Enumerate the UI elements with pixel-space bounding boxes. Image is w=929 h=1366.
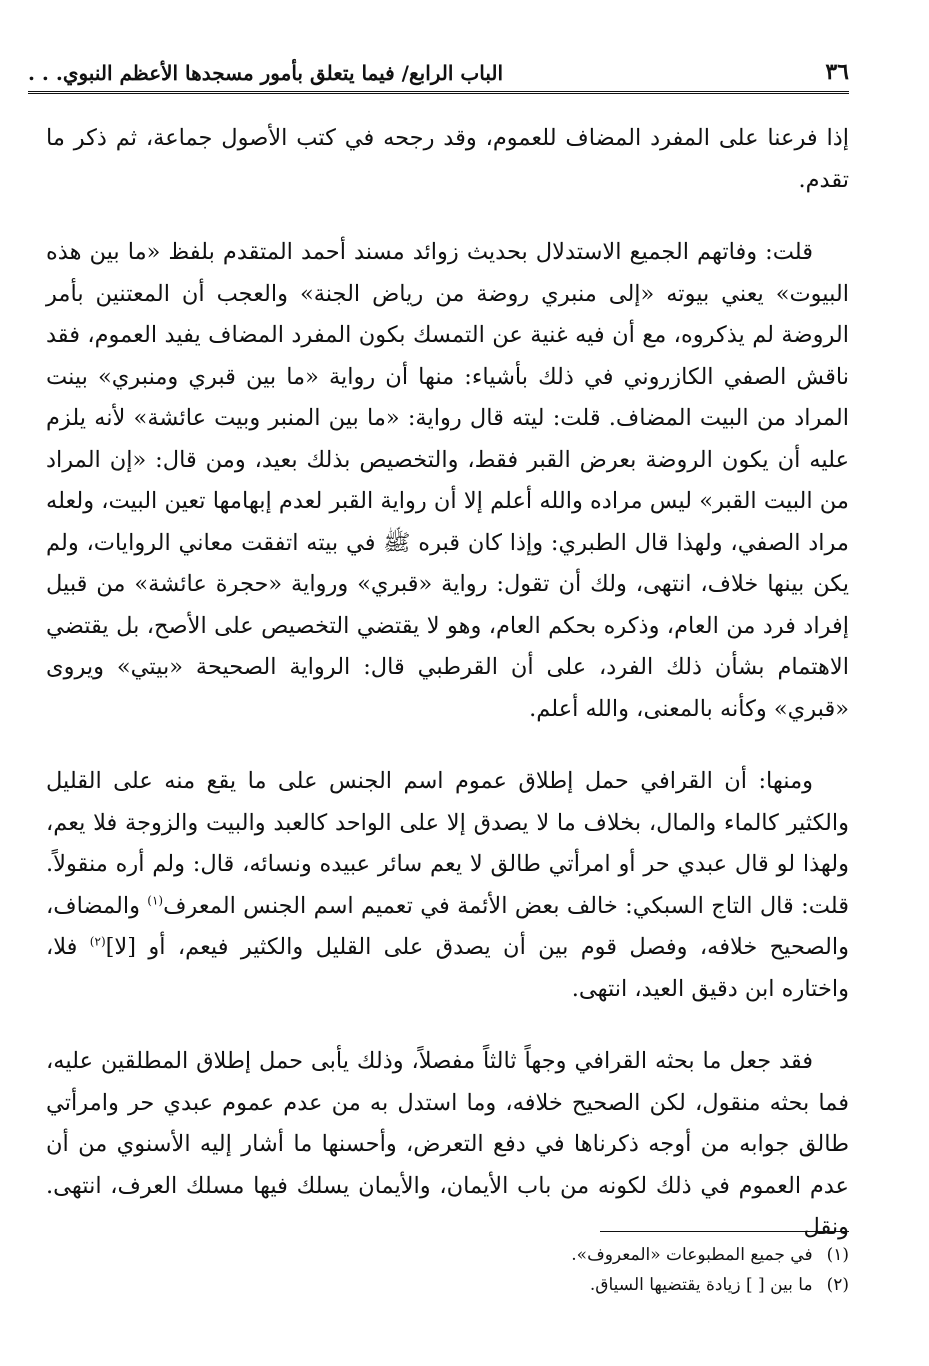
footnote-ref-2[interactable]: (٢): [89, 934, 106, 949]
paragraph-3: [46, 761, 849, 1010]
page-number: ٣٦: [825, 59, 849, 85]
footnote-text: في جميع المطبوعات «المعروف».: [571, 1245, 813, 1265]
paragraph-4: فقد جعل ما بحثه القرافي وجهاً ثالثاً مفصلاً، وذلك يأبى حمل إطلاق المطلقين عليه، فما بحثه منقول، لكن الصحيح خلافه، وما استدل به من عدم عموم عبدي حر وامرأتي طالق جوابه من أوجه ذكرناها في دفع التعرض، وأحسنها ما أشار إليه الأسنوي من أن عدم العموم في ذلك لكونه من باب الأيمان، والأيمان يسلك فيها مسلك العرف، انتهى. ونقل: [46, 1048, 849, 1240]
paragraph-3-part-1: ومنها: أن القرافي حمل إطلاق عموم اسم الجنس على ما يقع منه على القليل والكثير كالماء والمال، بخلاف ما لا يصدق إلا على الواحد كالعبد والبيت والزوجة فلا يعم، ولهذا لو قال عبدي حر أو امرأتي طالق لا يعم سائر عبيده ونسائه، قال: ولم أره منقولاً. قلت: قال التاج السبكي: خالف بعض الأئمة في تعميم اسم الجنس المعرف: [46, 768, 849, 919]
footnote-number: (١): [826, 1245, 849, 1265]
paragraph-2: قلت: وفاتهم الجميع الاستدلال بحديث زوائد مسند أحمد المتقدم بلفظ «ما بين هذه البيوت» يعني بيوته «إلى منبري روضة من رياض الجنة» والعجب أن المعتنين بأمر الروضة لم يذكروه، مع أن فيه غنية عن التمسك بكون المفرد المضاف يفيد العموم، فقد ناقش الصفي الكازروني في ذلك بأشياء: منها أن رواية «ما بين قبري ومنبري» بينت المراد من البيت المضاف. قلت: ليته قال رواية: «ما بين المنبر وبيت عائشة» لأنه يلزم عليه أن يكون الروضة بعرض القبر فقط، والتخصيص بذلك بعيد، ومن قال: «إن المراد من البيت القبر» ليس مراده والله أعلم إلا أن رواية القبر لعدم إبهامها تعين البيت، ولعله مراد الصفي، ولهذا قال الطبري: وإذا كان قبره ﷺ في بيته اتفقت معاني الروايات، ولم يكن بينها خلاف، انتهى، ولك أن تقول: رواية «قبري» ورواية «حجرة عائشة» من قبيل إفراد فرد من العام، وذكره بحكم العام، وهو لا يقتضي التخصيص على الأصح، بل يقتضي الاهتمام بشأن ذلك الفرد، على أن القرطبي قال: الرواية الصحيحة «بيتي» ويروى «قبري» وكأنه بالمعنى، والله أعلم.: [46, 239, 849, 722]
footnote-1: [420, 1240, 849, 1270]
footnote-text: ما بين [ ] زيادة يقتضيها السياق.: [589, 1275, 813, 1295]
page-header: [28, 52, 849, 94]
footnote-2: [420, 1270, 849, 1300]
paragraph-1: إذا فرعنا على المفرد المضاف للعموم، وقد رجحه في كتب الأصول جماعة، ثم ذكر ما تقدم.: [46, 125, 849, 193]
paragraph-3-part-2: والمضاف، والصحيح خلافه، وفصل قوم بين أن يصدق على القليل والكثير فيعم، أو [لا]: [46, 892, 849, 960]
body-text: [46, 118, 849, 1249]
paragraph-3-part-3: فلا، واختاره ابن دقيق العيد، انتهى.: [46, 934, 849, 1002]
running-head: الباب الرابع/ فيما يتعلق بأمور مسجدها الأعظم النبوي. . .: [28, 61, 504, 85]
footnotes: [420, 1240, 849, 1300]
footnote-number: (٢): [826, 1275, 849, 1295]
footnote-ref-1[interactable]: (١): [147, 893, 164, 907]
footnote-divider: [600, 1231, 849, 1232]
